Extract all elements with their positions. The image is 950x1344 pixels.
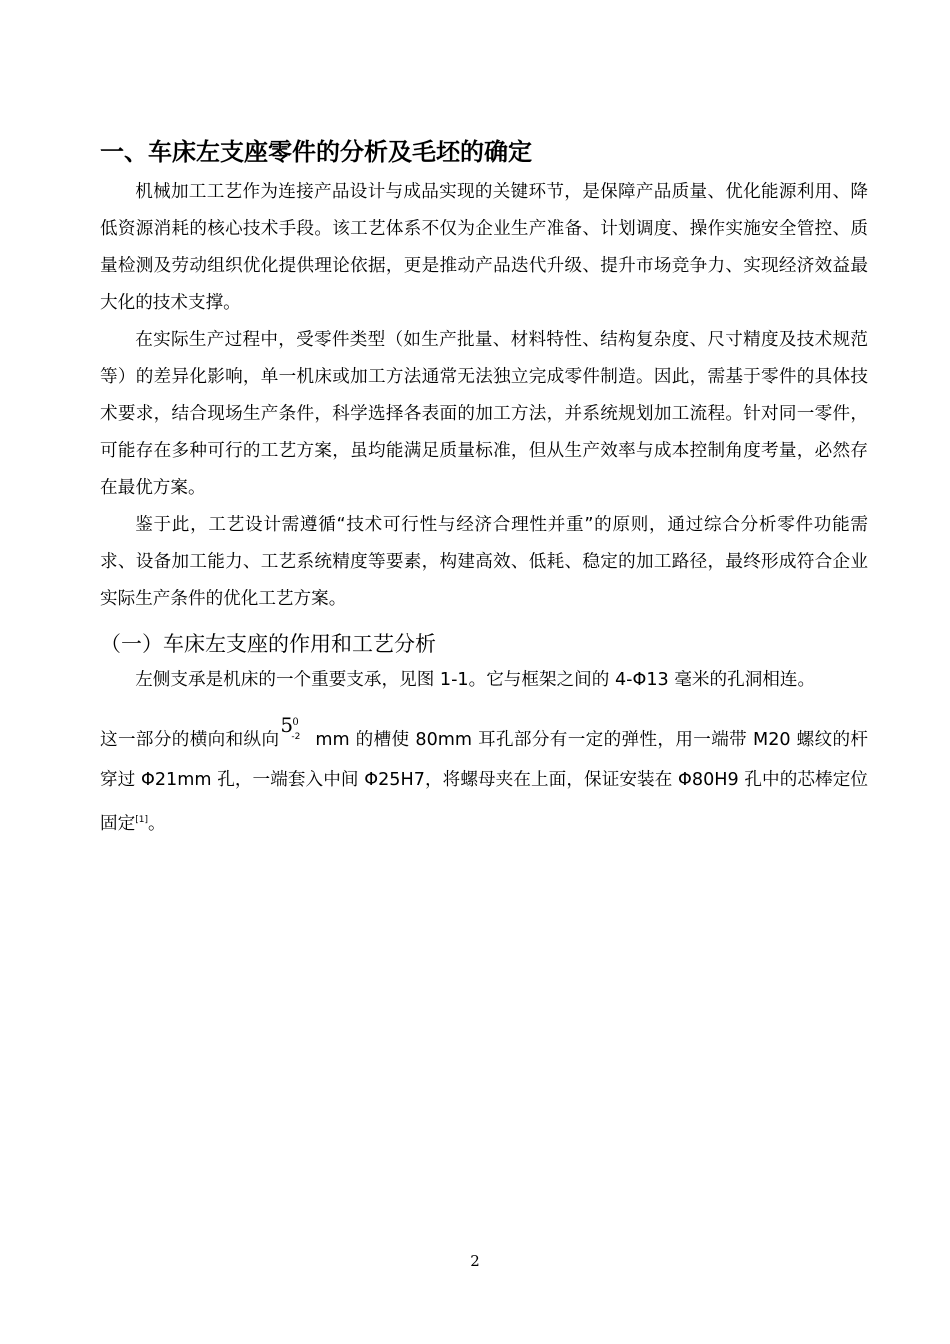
analysis-ending: 。 (147, 814, 166, 834)
tolerance-base: 5 (280, 713, 294, 737)
paragraph-3: 鉴于此，工艺设计需遵循“技术可行性与经济合理性并重”的原则，通过综合分析零件功能需求、设备加工能力、工艺系统精度等要素，构建高效、低耗、稳定的加工路径，最终形成符合企业实际生产条件的优化工艺方案。 (100, 515, 868, 609)
analysis-line-2 (100, 713, 868, 844)
subsection-title: （一）车床左支座的作用和工艺分析 (100, 632, 436, 656)
analysis-paragraph (100, 662, 868, 844)
paragraph-1: 机械加工工艺作为连接产品设计与成品实现的关键环节，是保障产品质量、优化能源利用、降低资源消耗的核心技术手段。该工艺体系不仅为企业生产准备、计划调度、操作实施安全管控、质量检测及劳动组织优化提供理论依据，更是推动产品迭代升级、提升市场竞争力、实现经济效益最大化的技术支撑。 (100, 182, 868, 313)
analysis-text-before-tolerance: 这一部分的横向和纵向 (100, 730, 280, 750)
section-title: 一、车床左支座零件的分析及毛坯的确定 (100, 138, 532, 166)
page-number: 2 (470, 1252, 480, 1270)
citation-reference: [1] (135, 815, 148, 825)
tolerance-notation (279, 713, 315, 747)
page-content (100, 134, 868, 844)
tolerance-upper: 0 (292, 717, 299, 728)
tolerance-lower: -2 (291, 732, 301, 742)
analysis-text-after-tolerance: mm 的槽使 80mm 耳孔部分有一定的弹性，用一端带 M20 螺纹的杆穿过 Φ21mm 孔，一端套入中间 Φ25H7，将螺母夹在上面，保证安装在 Φ80H9 孔中的芯棒定位固定 (100, 730, 868, 834)
paragraph-2: 在实际生产过程中，受零件类型（如生产批量、材料特性、结构复杂度、尺寸精度及技术规范等）的差异化影响，单一机床或加工方法通常无法独立完成零件制造。因此，需基于零件的具体技术要求，结合现场生产条件，科学选择各表面的加工方法，并系统规划加工流程。针对同一零件，可能存在多种可行的工艺方案，虽均能满足质量标准，但从生产效率与成本控制角度考量，必然存在最优方案。 (100, 330, 868, 498)
analysis-line-1: 左侧支承是机床的一个重要支承，见图 1-1。它与框架之间的 4-Φ13 毫米的孔洞相连。 (135, 670, 816, 690)
